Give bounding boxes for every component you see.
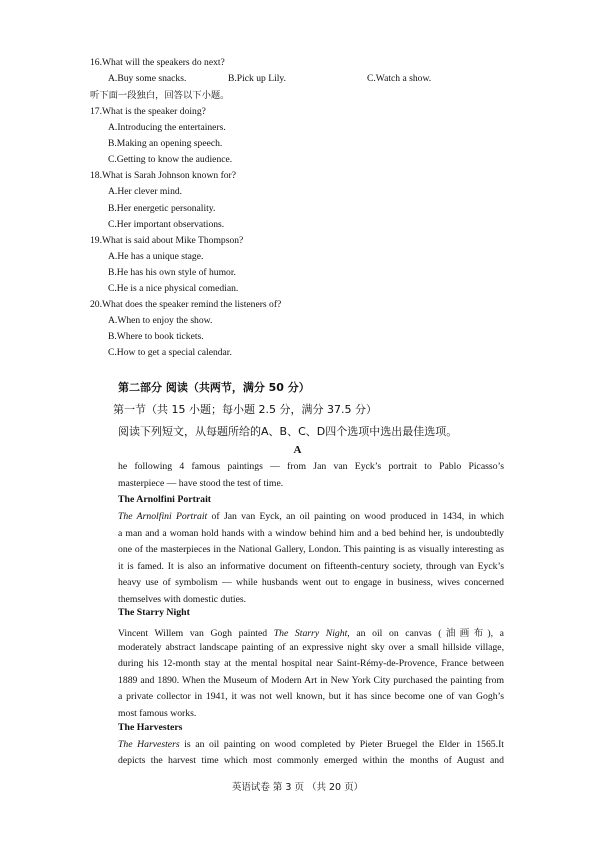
question-16-stem: 16.What will the speakers do next? bbox=[90, 57, 225, 68]
starry-night-line-4: 1889 and 1890. When the Museum of Modern Art in New York City purchased the painting from bbox=[118, 675, 504, 686]
arnolfini-line-3: one of the masterpieces in the National Gallery, London. This painting is as visually interesting as bbox=[118, 544, 504, 555]
question-17-option-a: A.Introducing the entertainers. bbox=[108, 122, 226, 133]
arnolfini-line-5: heavy use of symbolism — while husbands went out to engage in business, wives concerned bbox=[118, 577, 504, 588]
harvesters-line-1: The Harvesters is an oil painting on wood completed by Pieter Bruegel the Elder in 1565.It bbox=[118, 739, 504, 750]
question-18-option-c: C.Her important observations. bbox=[108, 219, 225, 230]
question-17-option-c: C.Getting to know the audience. bbox=[108, 154, 233, 165]
question-20-stem: 20.What does the speaker remind the listeners of? bbox=[90, 299, 282, 310]
painting-title-harvesters: The Harvesters bbox=[118, 722, 183, 733]
harvesters-line-2: depicts the harvest time which most commonly emerged within the months of August and bbox=[118, 755, 504, 766]
passage-letter: A bbox=[293, 444, 302, 456]
section-heading: 第二部分 阅读（共两节，满分 50 分） bbox=[118, 381, 310, 394]
starry-night-line-5: a private collector in 1941, it was not well known, but it has since become one of van Gogh’s bbox=[118, 691, 504, 702]
question-16-option-b: B.Pick up Lily. bbox=[228, 73, 287, 84]
question-18-stem: 18.What is Sarah Johnson known for? bbox=[90, 170, 237, 181]
question-19-stem: 19.What is said about Mike Thompson? bbox=[90, 235, 244, 246]
question-19-option-b: B.He has his own style of humor. bbox=[108, 267, 236, 278]
question-17-option-b: B.Making an opening speech. bbox=[108, 138, 223, 149]
painting-title-starry-night: The Starry Night bbox=[118, 607, 190, 618]
passage-intro-line-2: masterpiece — have stood the test of time. bbox=[118, 478, 284, 489]
arnolfini-line-2: a man and a woman hold hands with a window behind him and a bed behind her, is undoubtedly bbox=[118, 528, 504, 539]
question-19-option-c: C.He is a nice physical comedian. bbox=[108, 283, 239, 294]
painting-title-arnolfini: The Arnolfini Portrait bbox=[118, 494, 212, 505]
page-footer: 英语试卷 第 3 页 （共 20 页） bbox=[231, 782, 364, 793]
question-17-stem: 17.What is the speaker doing? bbox=[90, 106, 206, 117]
question-16-option-a: A.Buy some snacks. bbox=[108, 73, 187, 84]
section-instruction: 阅读下列短文，从每题所给的A、B、C、D四个选项中选出最佳选项。 bbox=[118, 425, 458, 438]
question-20-option-c: C.How to get a special calendar. bbox=[108, 347, 232, 358]
question-16-option-c: C.Watch a show. bbox=[367, 73, 432, 84]
question-18-option-a: A.Her clever mind. bbox=[108, 186, 183, 197]
question-19-option-a: A.He has a unique stage. bbox=[108, 251, 204, 262]
starry-night-line-1: Vincent Willem van Gogh painted The Starry Night, an oil on canvas (油画布), a bbox=[118, 628, 504, 639]
question-20-option-a: A.When to enjoy the show. bbox=[108, 315, 213, 326]
listening-instruction: 听下面一段独白，回答以下小题。 bbox=[90, 90, 230, 101]
starry-night-line-6: most famous works. bbox=[118, 708, 197, 719]
arnolfini-line-4: it is famed. It is also an informative document on fifteenth-century society, through van Eyck’s bbox=[118, 561, 504, 572]
question-20-option-b: B.Where to book tickets. bbox=[108, 331, 204, 342]
arnolfini-line-1: The Arnolfini Portrait of Jan van Eyck, an oil painting on wood produced in 1434, in which bbox=[118, 511, 505, 522]
starry-night-line-3: during his 12-month stay at the mental hospital near Saint-Rémy-de-Provence, France between bbox=[118, 658, 504, 669]
question-18-option-b: B.Her energetic personality. bbox=[108, 203, 216, 214]
passage-intro-line-1: he following 4 famous paintings — from Jan van Eyck’s portrait to Pablo Picasso’s bbox=[118, 461, 504, 472]
arnolfini-line-6: themselves with domestic duties. bbox=[118, 594, 247, 605]
section-subheading: 第一节（共 15 小题；每小题 2.5 分，满分 37.5 分） bbox=[113, 403, 377, 416]
starry-night-line-2: moderately abstract landscape painting of an expressive night sky over a small hillside village, bbox=[118, 642, 504, 653]
